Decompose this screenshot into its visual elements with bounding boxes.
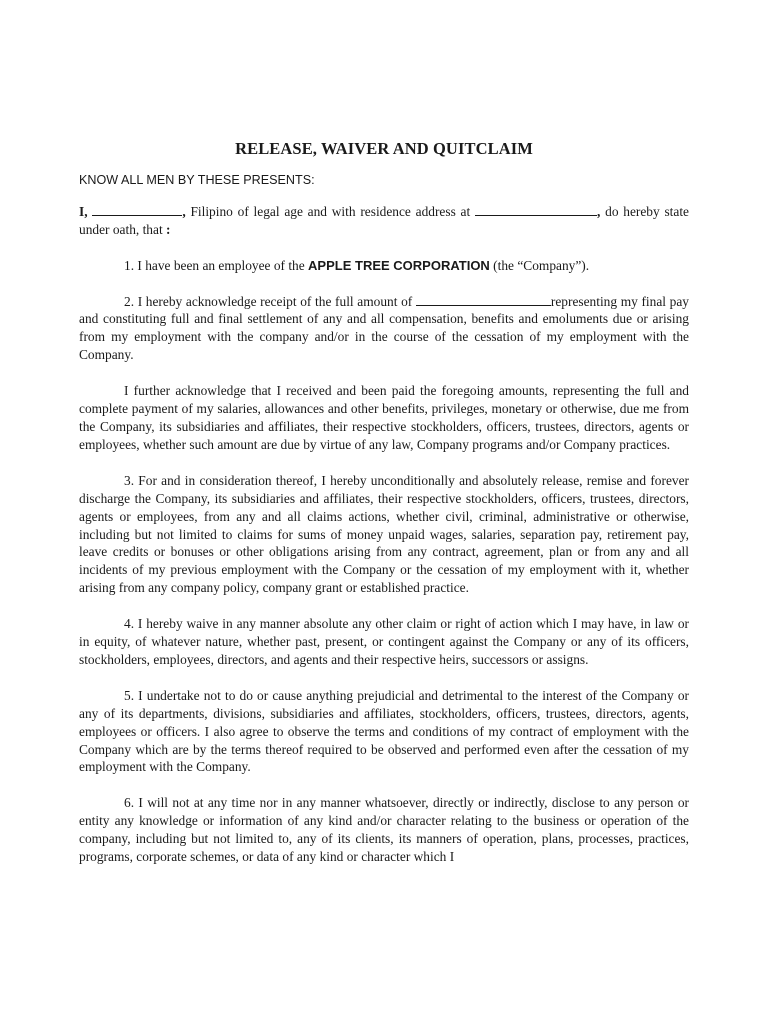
document-heading: KNOW ALL MEN BY THESE PRESENTS: (79, 172, 315, 187)
paragraph-1-after: (the “Company”). (489, 257, 590, 273)
paragraph-1-before: 1. I have been an employee of the (124, 257, 309, 273)
paragraph-4: 4. I hereby waive in any manner absolute any other claim or right of action which I may have, in law or in equity, of whatever nature, whether past, present, or contingent against the Company or any of its officers, stockholders, employees, directors, and agents and their respective heirs, successors or assigns. (79, 616, 689, 667)
company-name: APPLE TREE CORPORATION (308, 257, 490, 273)
paragraph-5: 5. I undertake not to do or cause anything prejudicial and detrimental to the interest of the Company or any of its departments, divisions, subsidiaries and affiliates, stockholders, officers, trustees, directors, agents, employees or officers. I also agree to observe the terms and conditions of my contract of employment with the Company which are by the terms thereof required to be observed and performed even after the cessation of my employment with the Company. (79, 687, 689, 775)
intro-comma-1: , (182, 203, 186, 219)
intro-text-1: Filipino of legal age and with residence address at (185, 203, 475, 219)
document-title: RELEASE, WAIVER AND QUITCLAIM (235, 139, 533, 158)
name-blank[interactable] (92, 203, 182, 216)
paragraph-2-after: representing my final pay and constituting full and final settlement of any and all compensation, benefits and emoluments due or arising from my employment with the company and/or in the course of the cessation of my employment with the Company. (79, 293, 689, 363)
intro-paragraph (79, 203, 689, 239)
address-blank[interactable] (475, 203, 597, 216)
intro-comma-2: , (597, 203, 601, 219)
intro-pronoun: I, (79, 203, 88, 219)
paragraph-3: 3. For and in consideration thereof, I hereby unconditionally and absolutely release, remise and forever discharge the Company, its subsidiaries and affiliates, their respective stockholders, officers, trustees, directors, agents or employees, from any and all claims actions, whether civil, criminal, administrative or otherwise, including but not limited to claims for sums of money unpaid wages, salaries, separation pay, retirement pay, leave credits or bonuses or other obligations arising from any contract, agreement, plan or from any and all incidents of my previous employment with the Company or the cessation of my employment with it, whether arising from any company policy, company grant or established practice. (79, 472, 689, 596)
intro-text-2: do hereby state under oath, that (79, 203, 690, 237)
paragraph-2b: I further acknowledge that I received and been paid the foregoing amounts, representing the full and complete payment of my salaries, allowances and other benefits, privileges, monetary or otherwise, due me from the Company, its subsidiaries and affiliates, their respective stockholders, officers, trustees, directors, agents or employees, whether such amount are due by virtue of any law, Company programs and/or Company practices. (79, 383, 689, 452)
paragraph-1 (79, 257, 689, 275)
paragraph-2 (79, 293, 689, 365)
paragraph-6: 6. I will not at any time nor in any manner whatsoever, directly or indirectly, disclose to any person or entity any knowledge or information of any kind and/or character relating to the business or operation of the company, including but not limited to, any of its clients, its manners of operation, plans, processes, practices, programs, corporate schemes, or data of any kind or character which I (79, 795, 689, 865)
amount-blank[interactable] (416, 293, 551, 306)
intro-colon: : (166, 221, 171, 237)
paragraph-2-before: 2. I hereby acknowledge receipt of the full amount of (124, 293, 416, 309)
document-page (79, 140, 689, 884)
